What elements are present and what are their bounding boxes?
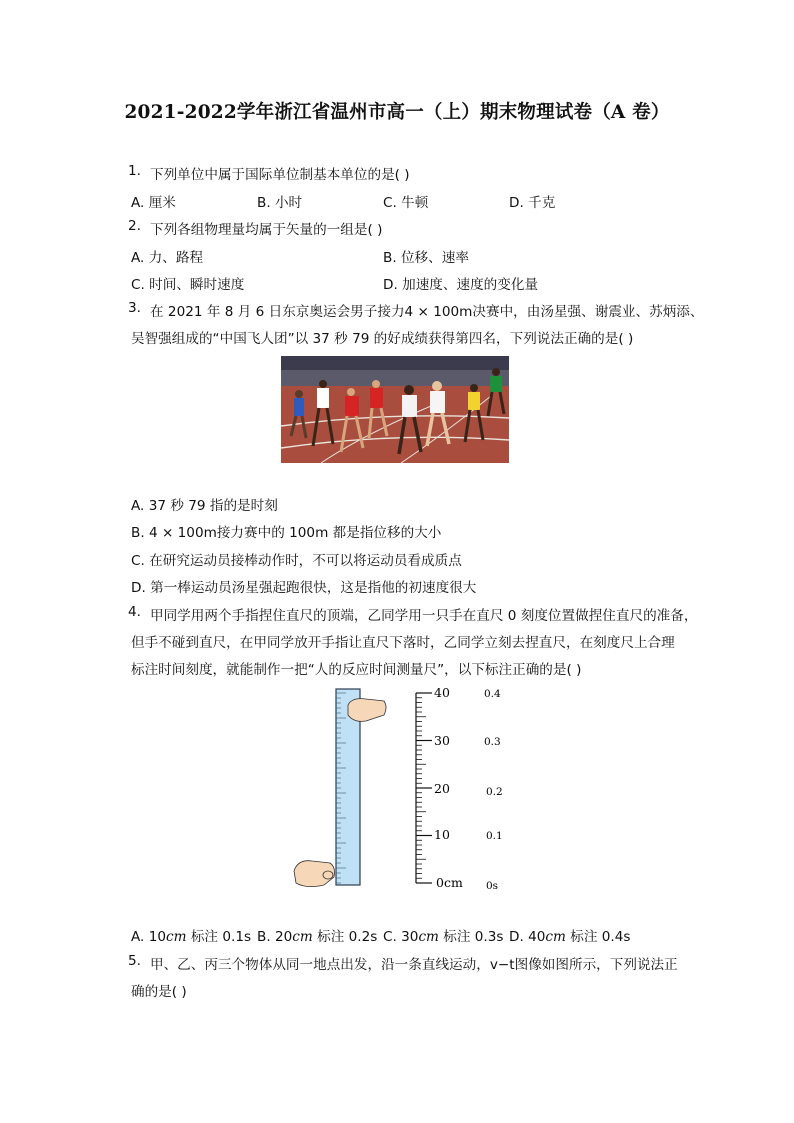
q3-option-d: D. 第一棒运动员汤星强起跑很快，这是指他的初速度很大 bbox=[131, 580, 477, 596]
question-2-text: 下列各组物理量均属于矢量的一组是( ) bbox=[150, 222, 383, 238]
q4-option-c: C. 30cm 标注 0.3s bbox=[383, 929, 504, 945]
question-4-line-2: 但手不碰到直尺，在甲同学放开手指让直尺下落时，乙同学立刻去捏直尺，在刻度尺上合理 bbox=[131, 635, 675, 651]
question-4-line-3: 标注时间刻度，就能制作一把“人的反应时间测量尺”，以下标注正确的是( ) bbox=[131, 662, 582, 678]
relay-race-photo bbox=[281, 356, 509, 463]
q2-option-b: B. 位移、速率 bbox=[383, 250, 469, 266]
question-5-number: 5. bbox=[128, 953, 141, 969]
scale-label-0cm: 0cm bbox=[436, 875, 463, 890]
time-label-0.3: 0.3 bbox=[484, 736, 501, 748]
scale-label-10: 10 bbox=[434, 827, 450, 842]
q1-option-c: C. 牛顿 bbox=[383, 195, 429, 211]
q1-option-a: A. 厘米 bbox=[131, 195, 176, 211]
q2-option-d: D. 加速度、速度的变化量 bbox=[383, 277, 539, 293]
reaction-ruler-figure bbox=[290, 685, 520, 895]
q2-option-a: A. 力、路程 bbox=[131, 250, 204, 266]
time-label-0.1: 0.1 bbox=[486, 830, 503, 842]
q4-option-b: B. 20cm 标注 0.2s bbox=[257, 929, 378, 945]
q1-option-b: B. 小时 bbox=[257, 195, 303, 211]
page-title: 2021-2022学年浙江省温州市高一（上）期末物理试卷（A 卷） bbox=[124, 102, 670, 123]
question-4-number: 4. bbox=[128, 604, 141, 620]
q2-option-c: C. 时间、瞬时速度 bbox=[131, 277, 245, 293]
q1-option-d: D. 千克 bbox=[509, 195, 556, 211]
q3-option-b: B. 4 × 100m接力赛中的 100m 都是指位移的大小 bbox=[131, 525, 442, 541]
scale-label-40: 40 bbox=[434, 685, 450, 700]
time-label-0s: 0s bbox=[486, 880, 499, 892]
q4-option-a: A. 10cm 标注 0.1s bbox=[131, 929, 252, 945]
time-label-0.4: 0.4 bbox=[484, 688, 501, 700]
scale-label-20: 20 bbox=[434, 781, 450, 796]
scale-label-30: 30 bbox=[434, 733, 450, 748]
question-1-text: 下列单位中属于国际单位制基本单位的是( ) bbox=[150, 167, 410, 183]
question-1-number: 1. bbox=[128, 163, 141, 179]
question-3-line-1: 在 2021 年 8 月 6 日东京奥运会男子接力4 × 100m决赛中，由汤星强、谢震业、苏炳添、 bbox=[150, 304, 704, 320]
q4-option-d: D. 40cm 标注 0.4s bbox=[509, 929, 631, 945]
q3-option-c: C. 在研究运动员接棒动作时，不可以将运动员看成质点 bbox=[131, 553, 462, 569]
time-label-0.2: 0.2 bbox=[486, 786, 503, 798]
question-5-line-2: 确的是( ) bbox=[131, 984, 187, 1000]
question-4-line-1: 甲同学用两个手指捏住直尺的顶端，乙同学用一只手在直尺 0 刻度位置做捏住直尺的准备， bbox=[150, 608, 698, 624]
question-3-number: 3. bbox=[128, 300, 141, 316]
question-2-number: 2. bbox=[128, 218, 141, 234]
q3-option-a: A. 37 秒 79 指的是时刻 bbox=[131, 498, 278, 514]
question-3-line-2: 吴智强组成的“中国飞人团”以 37 秒 79 的好成绩获得第四名，下列说法正确的是( ) bbox=[131, 331, 634, 347]
question-5-line-1: 甲、乙、丙三个物体从同一地点出发，沿一条直线运动，v−t图像如图所示，下列说法正 bbox=[150, 957, 678, 973]
